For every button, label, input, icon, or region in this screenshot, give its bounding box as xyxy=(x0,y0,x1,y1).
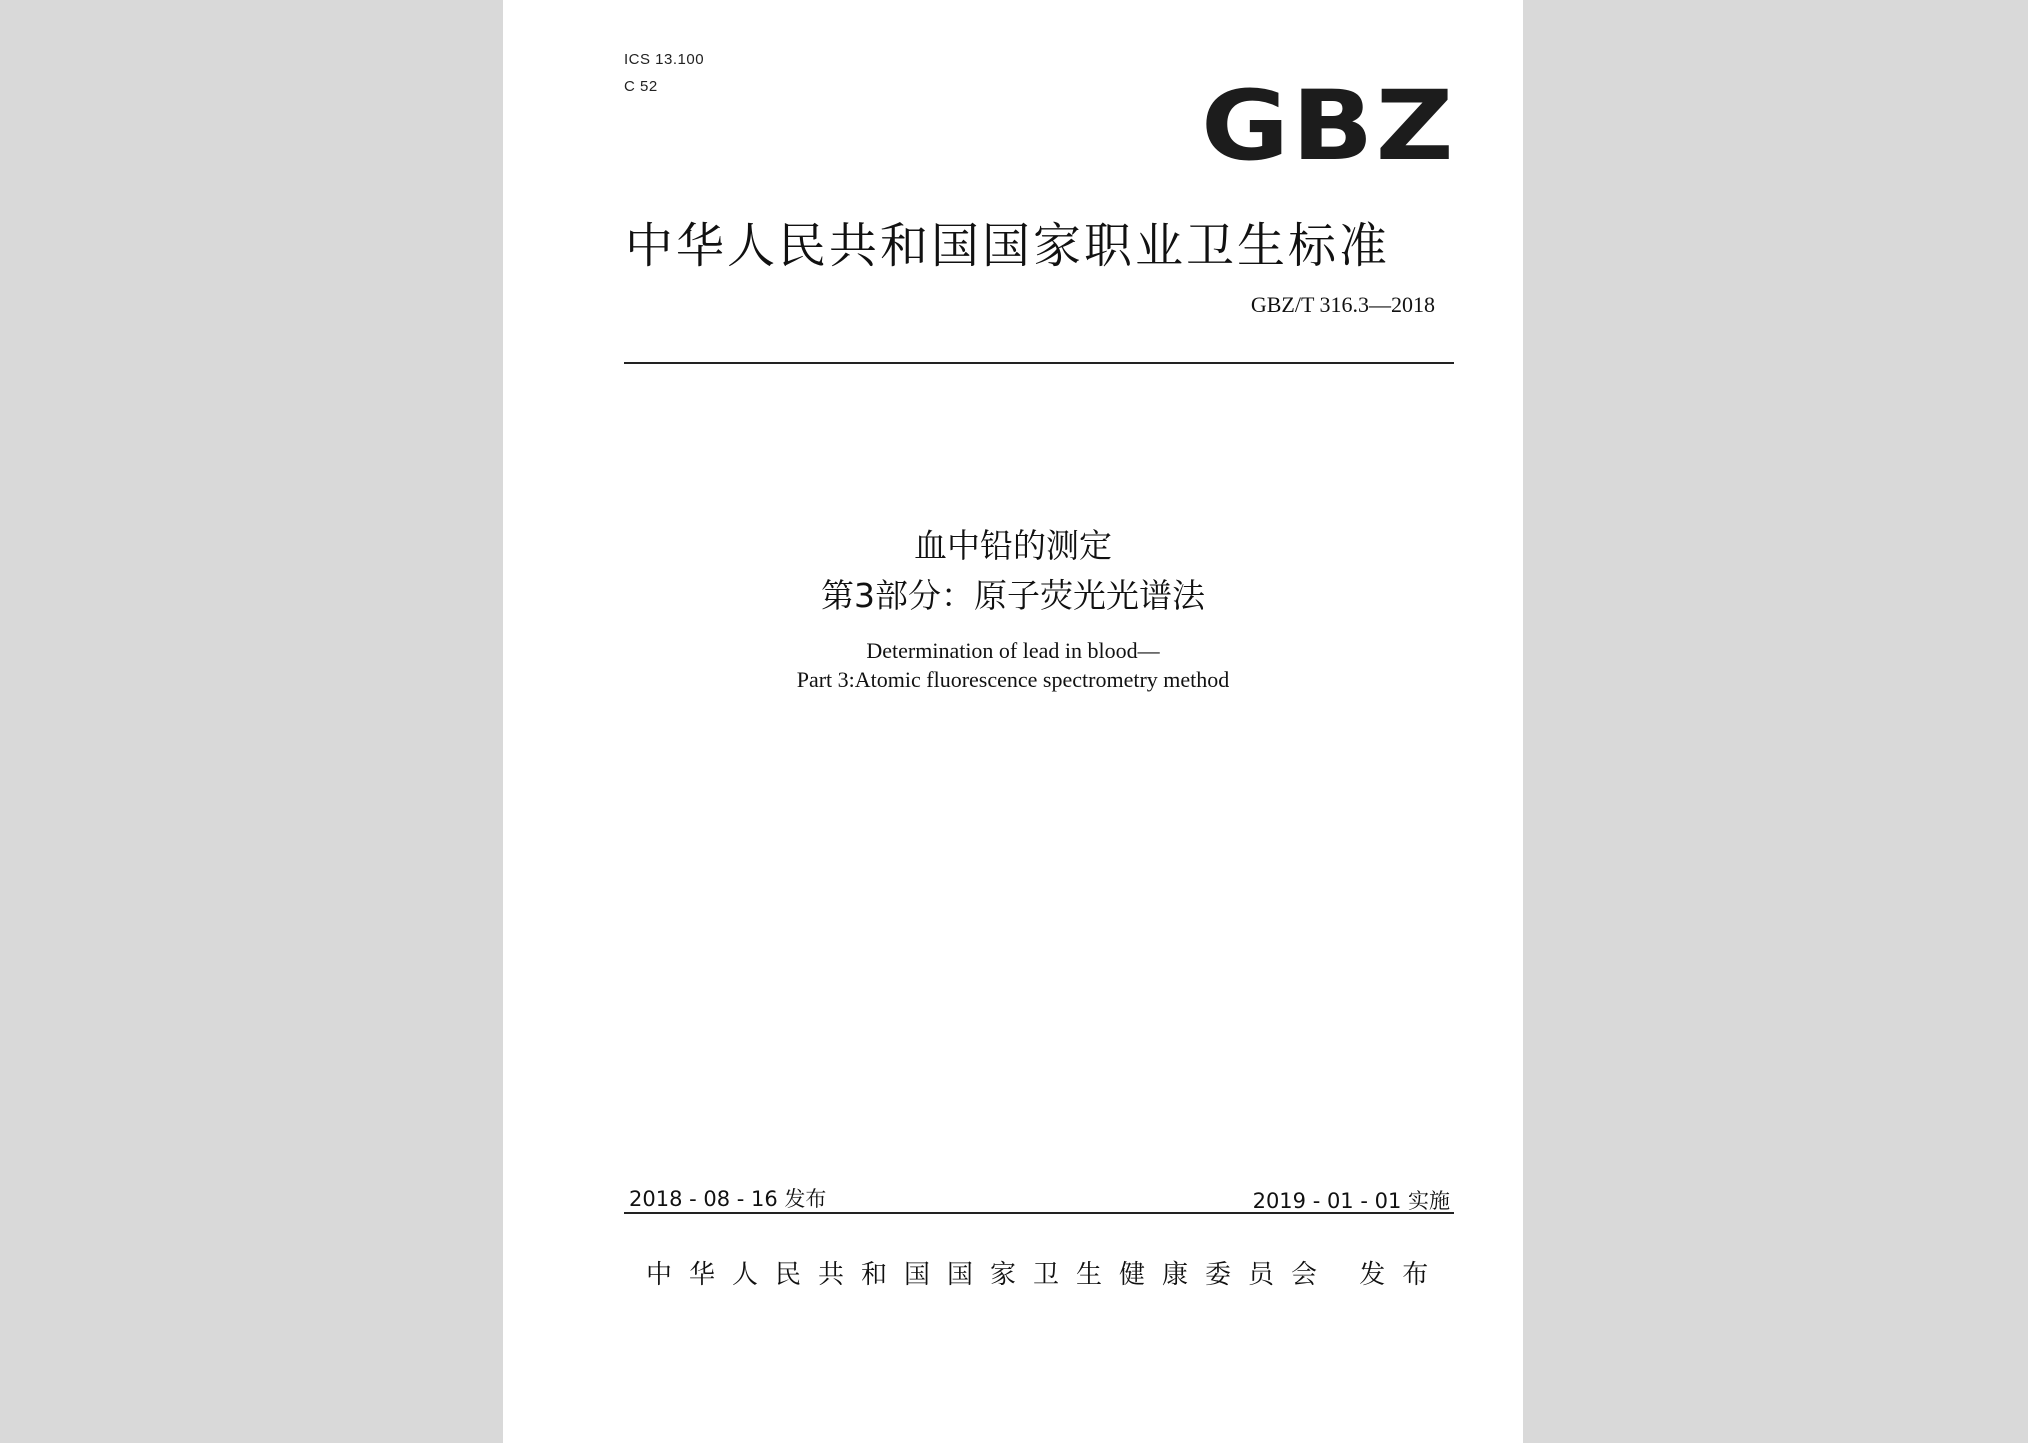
document-title-en-line1: Determination of lead in blood— xyxy=(866,638,1160,663)
bottom-divider xyxy=(624,1212,1454,1214)
issuing-authority: 中华人民共和国国家卫生健康委员会 发布 xyxy=(646,1260,1446,1290)
implementation-date: 2019 - 01 - 01 实施 xyxy=(1252,1189,1450,1213)
document-title-cn-line1: 血中铅的测定 xyxy=(914,526,1112,565)
document-title-en-line2: Part 3:Atomic fluorescence spectrometry method xyxy=(796,667,1230,692)
ics-code: ICS 13.100 xyxy=(624,51,705,68)
top-divider xyxy=(624,362,1454,364)
standard-number: GBZ/T 316.3—2018 xyxy=(1250,292,1435,317)
standard-type-title: 中华人民共和国国家职业卫生标准 xyxy=(625,218,1391,274)
ccs-code: C 52 xyxy=(624,78,658,95)
document-title-cn-line2: 第3部分：原子荧光光谱法 xyxy=(821,576,1205,615)
document-page xyxy=(503,0,1523,1443)
issue-date: 2018 - 08 - 16 发布 xyxy=(629,1187,827,1211)
gbz-logo: GBZ xyxy=(1201,70,1456,182)
